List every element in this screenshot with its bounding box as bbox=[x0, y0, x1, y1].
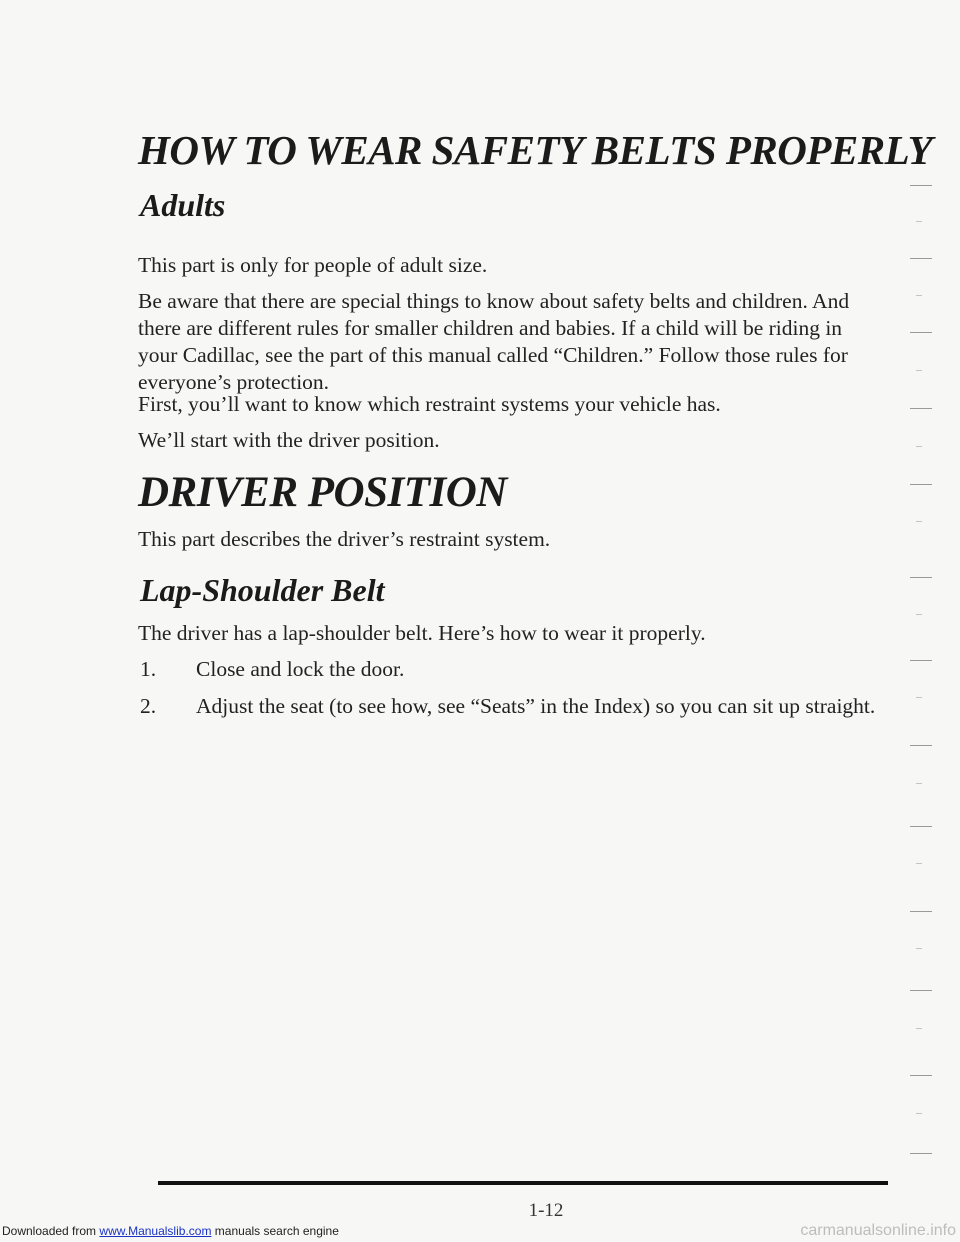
list-item-text: Close and lock the door. bbox=[196, 657, 405, 681]
edge-mark bbox=[910, 185, 932, 186]
edge-mark bbox=[916, 1113, 922, 1114]
edge-mark bbox=[910, 332, 932, 333]
edge-mark bbox=[916, 295, 922, 296]
edge-mark bbox=[910, 258, 932, 259]
page-number: 1-12 bbox=[528, 1200, 564, 1221]
adults-paragraph-4: We’ll start with the driver position. bbox=[138, 428, 440, 452]
adults-paragraph-1: This part is only for people of adult size. bbox=[138, 253, 488, 277]
edge-mark bbox=[910, 745, 932, 746]
adults-paragraph-3: First, you’ll want to know which restraint systems your vehicle has. bbox=[138, 392, 721, 416]
edge-mark bbox=[916, 221, 922, 222]
edge-mark bbox=[916, 446, 922, 447]
edge-mark bbox=[910, 826, 932, 827]
edge-mark bbox=[916, 697, 922, 698]
heading-how-to-wear-safety-belts: HOW TO WEAR SAFETY BELTS PROPERLY bbox=[138, 127, 933, 173]
heading-driver-position: DRIVER POSITION bbox=[138, 469, 507, 516]
edge-mark bbox=[910, 1153, 932, 1154]
edge-mark bbox=[916, 521, 922, 522]
footer-suffix: manuals search engine bbox=[214, 1224, 339, 1238]
edge-mark bbox=[910, 408, 932, 409]
lap-paragraph-1: The driver has a lap-shoulder belt. Here’s how to wear it properly. bbox=[138, 621, 706, 645]
driver-paragraph-1: This part describes the driver’s restraint system. bbox=[138, 527, 551, 551]
edge-mark bbox=[916, 783, 922, 784]
footer-prefix: Downloaded from bbox=[2, 1224, 97, 1238]
subheading-lap-shoulder-belt: Lap-Shoulder Belt bbox=[140, 572, 385, 608]
subheading-adults: Adults bbox=[140, 187, 226, 223]
edge-mark bbox=[916, 1028, 922, 1029]
edge-mark bbox=[910, 1075, 932, 1076]
download-footer bbox=[2, 1224, 339, 1238]
edge-mark bbox=[916, 614, 922, 615]
list-item-number: 2. bbox=[140, 694, 157, 718]
edge-mark bbox=[910, 577, 932, 578]
manualslib-link[interactable]: www.Manualslib.com bbox=[99, 1224, 212, 1238]
edge-mark bbox=[910, 484, 932, 485]
edge-mark bbox=[916, 370, 922, 371]
edge-mark bbox=[916, 948, 922, 949]
list-item-number: 1. bbox=[140, 657, 157, 681]
list-item-text: Adjust the seat (to see how, see “Seats” in the Index) so you can sit up straight. bbox=[196, 694, 876, 718]
adults-paragraph-2: Be aware that there are special things to know about safety belts and children. And there are different rules for smaller children and babies. If a child will be riding in your Cadillac, see the part of this manual called “Children.” Follow those rules for everyone’s protection. bbox=[138, 289, 850, 394]
edge-mark bbox=[910, 911, 932, 912]
edge-mark bbox=[916, 863, 922, 864]
edge-mark bbox=[910, 660, 932, 661]
watermark: carmanualsonline.info bbox=[800, 1222, 956, 1239]
edge-mark bbox=[910, 990, 932, 991]
footer-rule bbox=[158, 1181, 888, 1185]
